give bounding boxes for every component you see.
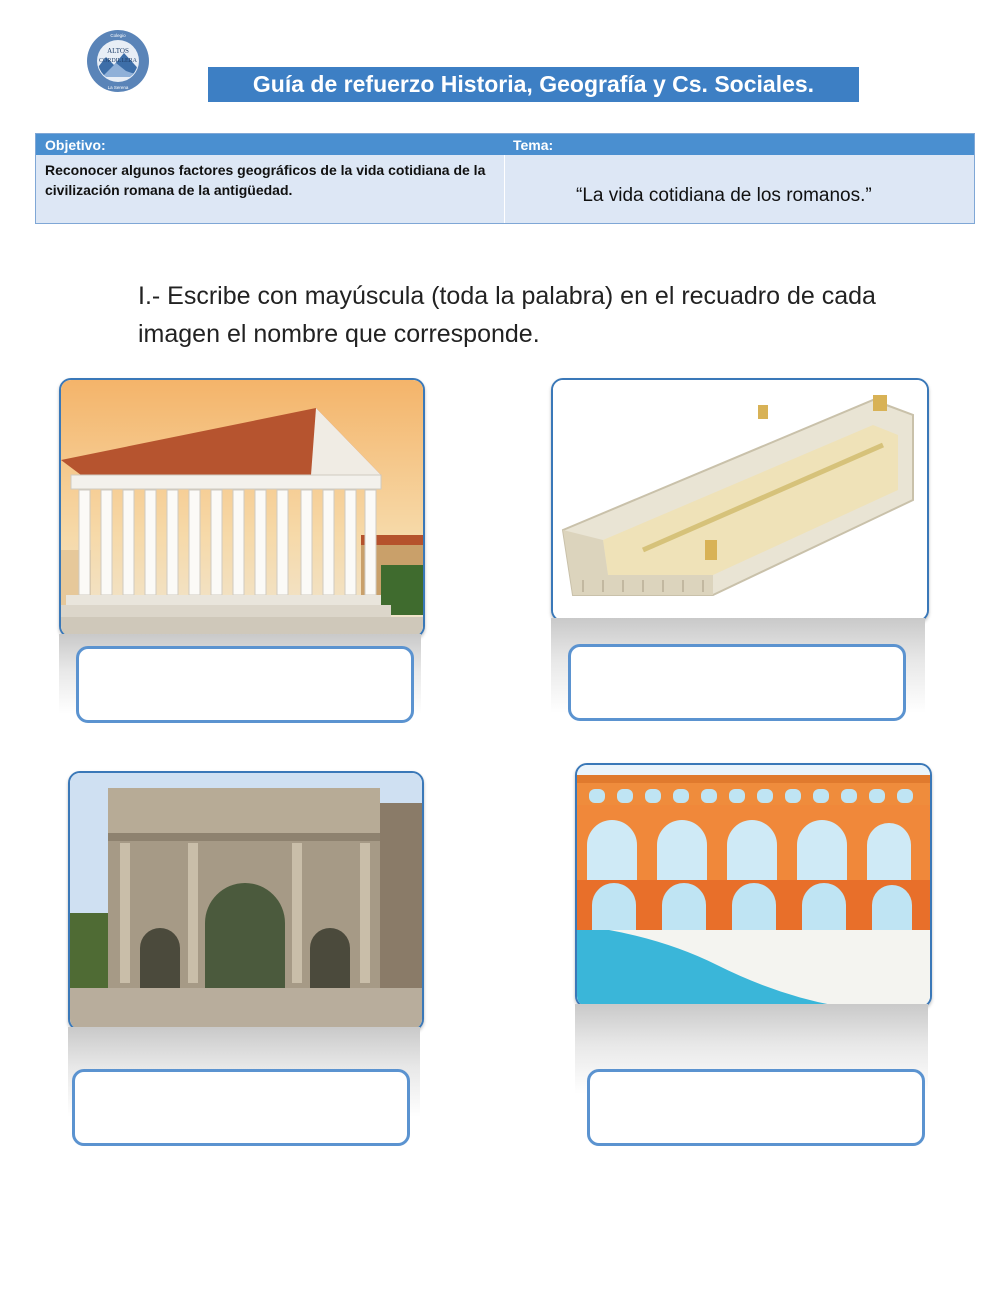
logo-word-3: La Serena (107, 85, 129, 90)
image-circus-maximus (551, 378, 929, 622)
logo-word-1: ALTOS (107, 47, 129, 55)
objective-table-header (36, 134, 974, 155)
objective-text: Reconocer algunos factores geográficos de la vida cotidiana de la civilización romana de la antigüedad. (45, 162, 486, 198)
objective-table (35, 133, 975, 224)
answer-box-aqueduct[interactable] (587, 1069, 925, 1146)
school-logo (86, 29, 150, 93)
table-divider (504, 155, 505, 223)
answer-box-temple[interactable] (76, 646, 414, 723)
logo-word-2: CORDILLERA (99, 58, 137, 64)
image-aqueduct (575, 763, 932, 1008)
page-title: Guía de refuerzo Historia, Geografía y Cs. Sociales. (208, 67, 859, 102)
image-triumphal-arch (68, 771, 424, 1031)
answer-box-circus[interactable] (568, 644, 906, 721)
answer-box-arch[interactable] (72, 1069, 410, 1146)
topic-text: “La vida cotidiana de los romanos.” (576, 185, 872, 206)
topic-label: Tema: (513, 137, 554, 153)
instructions: I.- Escribe con mayúscula (toda la palabra) en el recuadro de cada imagen el nombre que corresponde. (138, 282, 876, 348)
logo-word-0: Colegio (110, 33, 126, 38)
objective-label: Objetivo: (45, 137, 106, 153)
image-roman-temple (59, 378, 425, 638)
objective-table-body (36, 155, 974, 223)
